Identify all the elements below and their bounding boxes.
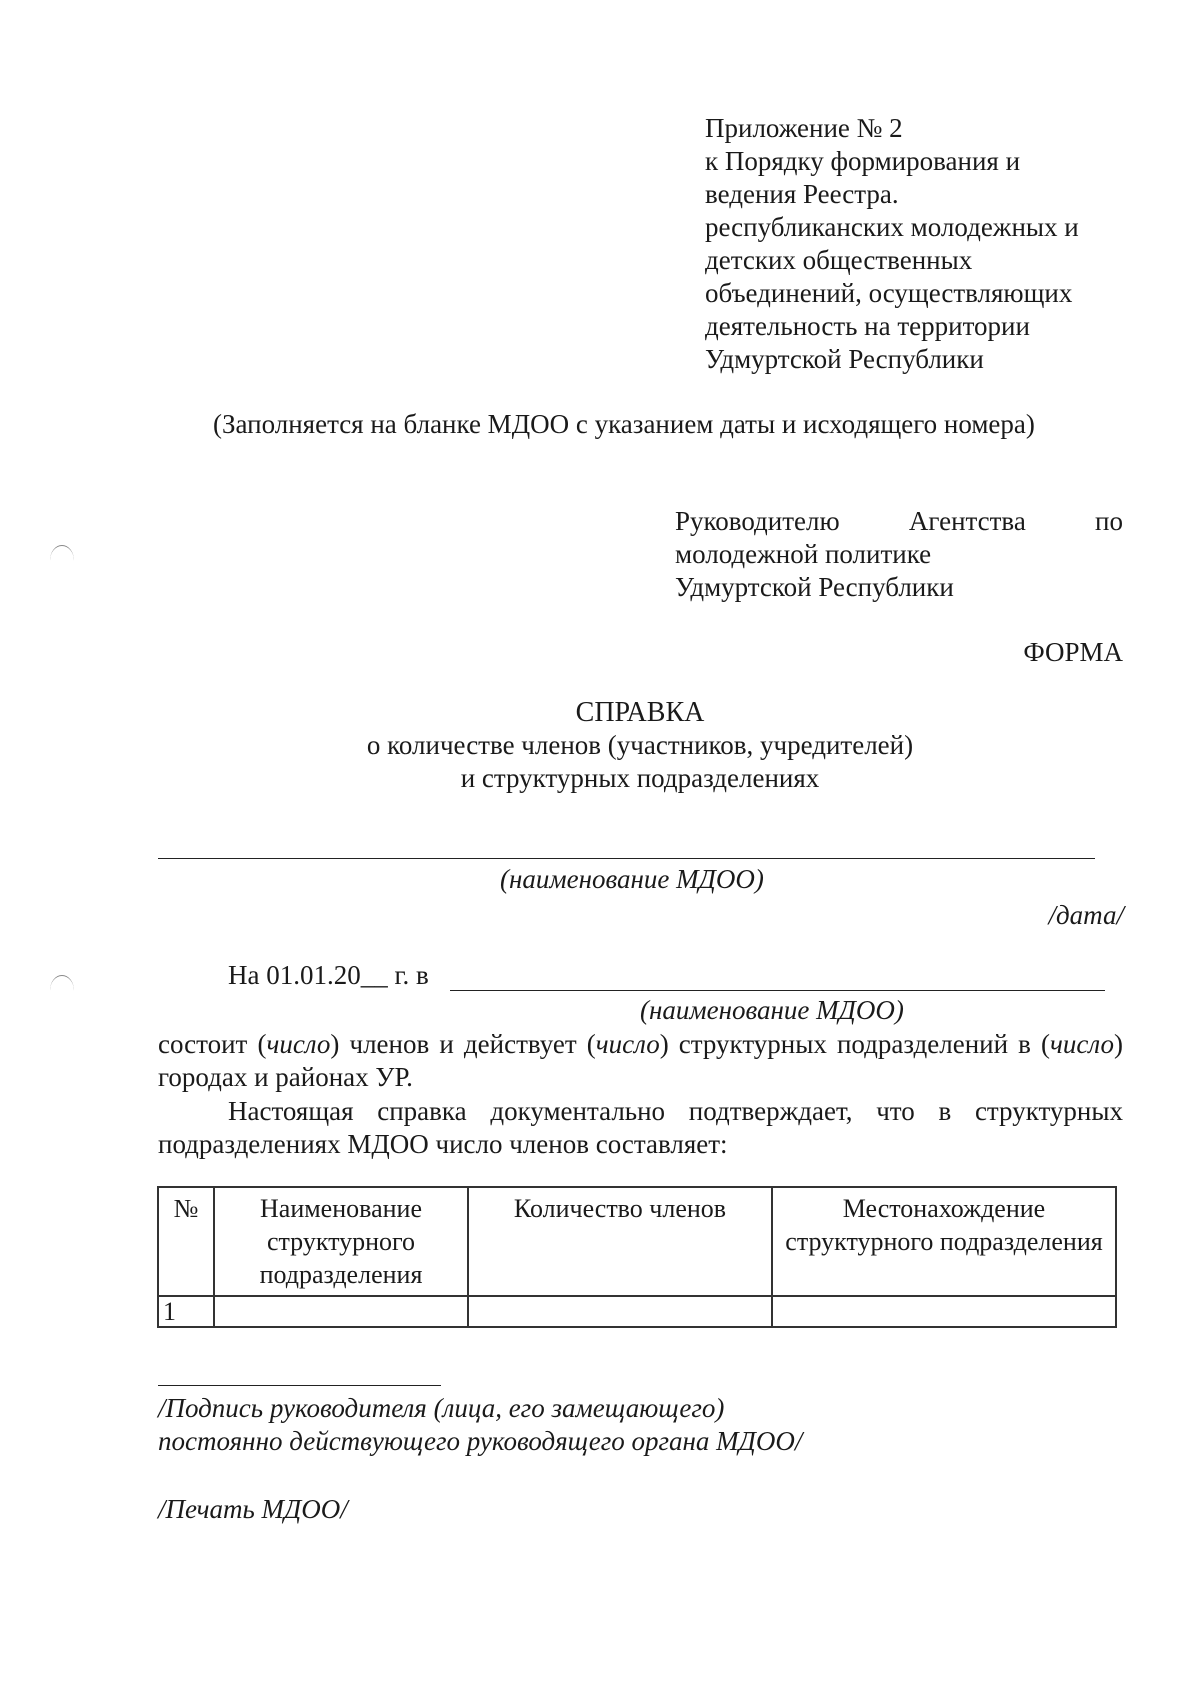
fill-instruction: (Заполняется на бланке МДОО с указанием даты и исходящего номера)	[213, 409, 1035, 439]
header-member-count: Количество членов	[468, 1187, 772, 1296]
organization-name-caption-2: (наименование МДОО)	[640, 995, 904, 1025]
punch-hole-mark	[50, 975, 74, 1006]
appendix-line: к Порядку формирования и	[705, 146, 1021, 176]
punch-hole-mark	[50, 545, 74, 576]
addressee-word: по	[1095, 506, 1123, 536]
confirmation-paragraph: Настоящая справка документально подтверждает, что в структурных подразделениях МДОО число членов составляет:	[158, 1096, 1123, 1159]
members-paragraph	[158, 1028, 1123, 1094]
appendix-line: объединений, осуществляющих	[705, 278, 1073, 308]
members-table	[157, 1186, 1117, 1328]
placeholder-number: число	[1050, 1029, 1114, 1059]
title-main: СПРАВКА	[575, 697, 705, 728]
appendix-line: Удмуртской Республики	[705, 344, 984, 374]
document-title	[300, 696, 980, 795]
signature-caption	[158, 1392, 802, 1458]
signature-caption-line: постоянно действующего руководящего органа МДОО/	[158, 1426, 803, 1456]
addressee-word: Руководителю	[675, 506, 840, 536]
cell-unit-name[interactable]	[214, 1296, 468, 1327]
addressee-line-3: Удмуртской Республики	[675, 572, 954, 602]
appendix-line: республиканских молодежных и	[705, 212, 1079, 242]
organization-name-blank-2[interactable]	[450, 990, 1105, 991]
signature-blank[interactable]	[158, 1385, 441, 1386]
appendix-line: Приложение № 2	[705, 113, 903, 143]
text-fragment: ) городах и районах УР.	[158, 1029, 1123, 1092]
header-unit-name: Наименование структурного подразделения	[214, 1187, 468, 1296]
cell-number: 1	[158, 1296, 214, 1327]
placeholder-number: число	[595, 1029, 660, 1059]
appendix-line: ведения Реестра.	[705, 179, 899, 209]
table-header-row	[158, 1187, 1116, 1296]
text-fragment: ) структурных подразделений в (	[659, 1029, 1051, 1059]
cell-location[interactable]	[772, 1296, 1116, 1327]
appendix-line: деятельность на территории	[705, 311, 1030, 341]
date-caption: /дата/	[1048, 900, 1124, 930]
organization-name-caption: (наименование МДОО)	[500, 864, 764, 894]
addressee-line-1	[675, 505, 1123, 538]
appendix-header	[705, 112, 1135, 376]
as-of-date-text: На 01.01.20__ г. в	[228, 960, 429, 990]
header-location: Местонахождение структурного подразделения	[772, 1187, 1116, 1296]
stamp-caption: /Печать МДОО/	[158, 1494, 348, 1524]
text-fragment: ) членов и действует (	[330, 1029, 596, 1059]
title-subtitle: о количестве членов (участников, учредителей)	[366, 730, 914, 760]
appendix-line: детских общественных	[705, 245, 973, 275]
form-label: ФОРМА	[1023, 637, 1123, 667]
cell-member-count[interactable]	[468, 1296, 772, 1327]
addressee-word: Агентства	[908, 506, 1026, 536]
organization-name-blank[interactable]	[158, 858, 1095, 859]
text-fragment: состоит (	[158, 1029, 267, 1059]
table-row	[158, 1296, 1116, 1327]
title-subtitle: и структурных подразделениях	[460, 763, 820, 793]
addressee-line-2: молодежной политике	[675, 539, 932, 569]
placeholder-number: число	[266, 1029, 331, 1059]
addressee-block	[675, 505, 1123, 604]
signature-caption-line: /Подпись руководителя (лица, его замещающего)	[158, 1393, 725, 1423]
header-number: №	[158, 1187, 214, 1296]
